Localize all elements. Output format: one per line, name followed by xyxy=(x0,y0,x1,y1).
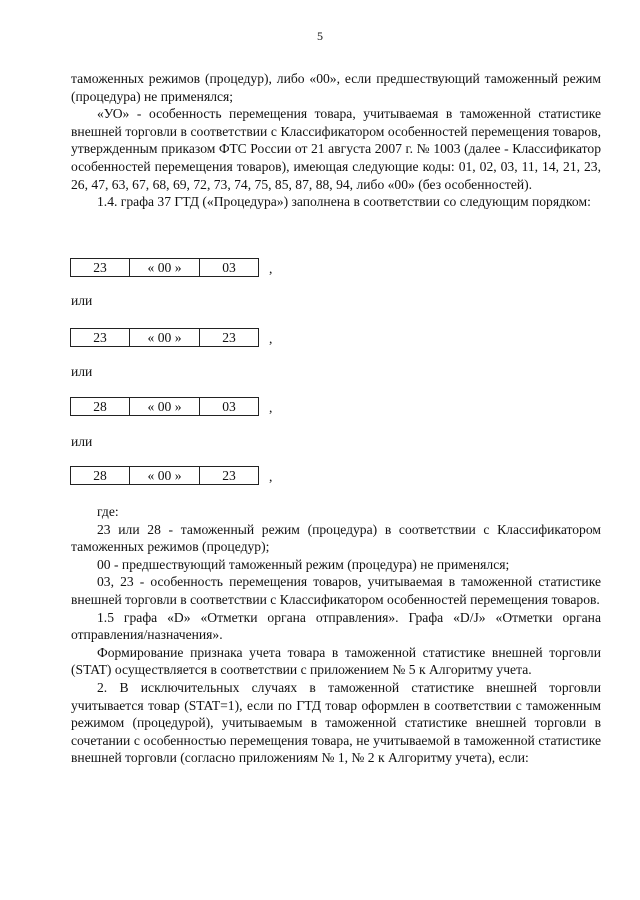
paragraph: 1.5 графа «D» «Отметки органа отправления». Графа «D/J» «Отметки органа отправления/назначения». xyxy=(71,609,601,643)
code-cell-feature: 03 xyxy=(200,398,259,416)
intro-section xyxy=(71,70,601,211)
separator: , xyxy=(269,331,273,346)
paragraph: 00 - предшествующий таможенный режим (процедура) не применялся; xyxy=(97,556,510,572)
code-cell-previous: « 00 » xyxy=(130,467,200,485)
separator: , xyxy=(269,469,273,484)
separator: , xyxy=(269,400,273,415)
code-cell-feature: 23 xyxy=(200,329,259,347)
code-cell-previous: « 00 » xyxy=(130,259,200,277)
code-cell-feature: 23 xyxy=(200,467,259,485)
code-cell-regime: 28 xyxy=(71,398,130,416)
code-cell-previous: « 00 » xyxy=(130,329,200,347)
separator: , xyxy=(269,261,273,276)
code-cell-previous: « 00 » xyxy=(130,398,200,416)
or-label: или xyxy=(71,434,93,449)
paragraph: где: xyxy=(97,504,119,519)
paragraph: «УО» - особенность перемещения товара, учитываемая в таможенной статистике внешней торговли в соответствии с Классификатором особенностей перемещения товаров, утвержденным приказом ФТС России от 21 августа 2007 г. № 1003 (далее - Классификатор особенностей перемещения товаров), имеющая следующие коды: 01, 02, 03, 11, 14, 21, 23, 26, 47, 63, 67, 68, 69, 72, 73, 74, 75, 85, 87, 88, 94, либо «00» (без особенностей). xyxy=(71,106,601,192)
paragraph: таможенных режимов (процедур), либо «00», если предшествующий таможенный режим (процедура) не применялся; xyxy=(71,71,601,104)
page-number: 5 xyxy=(317,29,323,43)
explanation-section xyxy=(71,503,601,767)
code-box xyxy=(70,328,272,347)
paragraph: 23 или 28 - таможенный режим (процедура) в соответствии с Классификатором таможенных режимов (процедур); xyxy=(71,521,601,555)
or-label: или xyxy=(71,364,93,379)
code-box xyxy=(70,466,272,485)
code-box xyxy=(70,397,272,416)
code-cell-regime: 28 xyxy=(71,467,130,485)
paragraph: 1.4. графа 37 ГТД («Процедура») заполнена в соответствии со следующим порядком: xyxy=(97,194,591,210)
paragraph: Формирование признака учета товара в таможенной статистике внешней торговли (STAT) осуществляется в соответствии с приложением № 5 к Алгоритму учета. xyxy=(71,644,601,678)
or-label: или xyxy=(71,293,93,308)
code-cell-regime: 23 xyxy=(71,329,130,347)
code-box xyxy=(70,258,272,277)
paragraph: 03, 23 - особенность перемещения товаров, учитываемая в таможенной статистике внешней торговли в соответствии с Классификатором особенностей перемещения товаров. xyxy=(71,574,601,607)
code-cell-feature: 03 xyxy=(200,259,259,277)
paragraph: 2. В исключительных случаях в таможенной статистике внешней торговли учитывается товар (STAT=1), если по ГТД товар оформлен в соответствии с таможенным режимом (процедурой), учитываемым в таможенной статистике внешней торговли в сочетании с особенностью перемещения товара, не учитываемой в таможенной статистике внешней торговли (согласно приложениям № 1, № 2 к Алгоритму учета), если: xyxy=(71,679,601,766)
code-cell-regime: 23 xyxy=(71,259,130,277)
